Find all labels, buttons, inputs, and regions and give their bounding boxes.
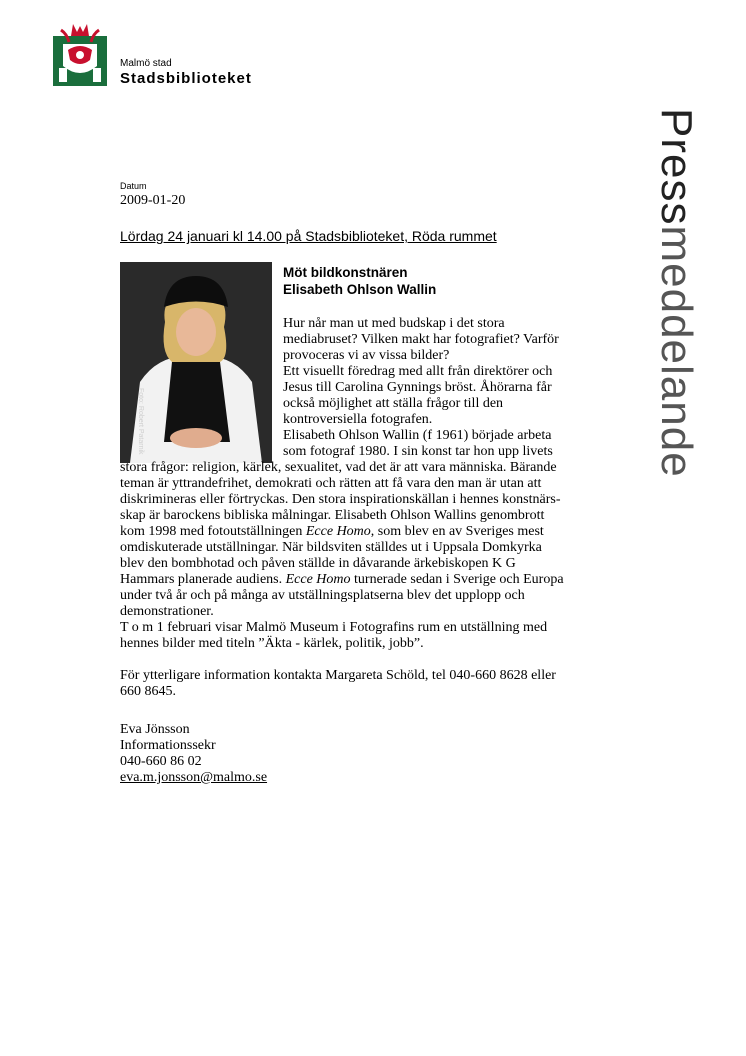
- body-line-ecce-homo-1: [120, 524, 544, 540]
- signature-name: Eva Jönsson: [120, 722, 190, 737]
- body-line: Hur når man ut med budskap i det stora: [283, 316, 505, 331]
- body-line: teman är yttrandefrihet, demokrati och rätten att få vara den man är utan att: [120, 476, 542, 491]
- heading-line-2: Elisabeth Ohlson Wallin: [283, 282, 437, 297]
- body-line: under två år och på många av utställningsplatserna blev det upplopp och: [120, 588, 525, 603]
- photo-credit: Foto: Robert Patarnik: [137, 388, 144, 455]
- exhibition-title-italic: Ecce Homo: [305, 524, 371, 539]
- body-line: skap är barockens bibliska målningar. Elisabeth Ohlson Wallins genombrott: [120, 508, 545, 523]
- line-text: Hammars planerade audiens.: [120, 572, 286, 587]
- body-line: hennes bilder med titeln ”Äkta - kärlek, politik, jobb”.: [120, 636, 424, 651]
- event-line: Lördag 24 januari kl 14.00 på Stadsbiblioteket, Röda rummet: [120, 228, 497, 244]
- side-title-part2: meddelande: [652, 225, 701, 478]
- side-title-part1: Press: [652, 108, 701, 226]
- article-heading: [283, 264, 436, 298]
- contact-line: 660 8645.: [120, 684, 176, 699]
- contact-line: För ytterligare information kontakta Margareta Schöld, tel 040-660 8628 eller: [120, 668, 556, 683]
- line-text: , som blev en av Sveriges mest: [370, 524, 544, 539]
- body-line: mediabruset? Vilken makt har fotografiet? Varför: [283, 332, 559, 347]
- date-value: 2009-01-20: [120, 193, 186, 208]
- body-line: kontroversiella fotografen.: [283, 412, 433, 427]
- org-name-small: Malmö stad: [120, 58, 172, 69]
- signature-title: Informationssekr: [120, 738, 216, 753]
- malmo-coat-of-arms-logo: [53, 22, 107, 86]
- body-line: T o m 1 februari visar Malmö Museum i Fotografins rum en utställning med: [120, 620, 548, 635]
- line-text: turnerade sedan i Sverige och Europa: [350, 572, 564, 587]
- body-line: som fotograf 1980. I sin konst tar hon upp livets: [283, 444, 553, 459]
- date-label: Datum: [120, 181, 147, 191]
- body-line: stora frågor: religion, kärlek, sexualitet, vad det är att vara människa. Bärande: [120, 460, 557, 475]
- body-line: diskrimineras eller förtryckas. Den stora inspirationskällan i hennes konstnärs-: [120, 492, 561, 507]
- body-line: också möjlighet att ställa frågor till den: [283, 396, 504, 411]
- body-line: Elisabeth Ohlson Wallin (f 1961) började arbeta: [283, 428, 552, 443]
- signature-phone: 040-660 86 02: [120, 754, 202, 769]
- signature-email-link[interactable]: eva.m.jonsson@malmo.se: [120, 770, 268, 785]
- org-name-big: Stadsbiblioteket: [120, 70, 252, 87]
- body-line-ecce-homo-2: [120, 572, 564, 588]
- exhibition-title-italic: Ecce Homo: [285, 572, 351, 587]
- body-line: omdiskuterade utställningar. När bildsviten ställdes ut i Uppsala Domkyrka: [120, 540, 542, 555]
- body-line: demonstrationer.: [120, 604, 214, 619]
- heading-line-1: Möt bildkonstnären: [283, 265, 408, 280]
- pressmeddelande-vertical-title: [652, 108, 700, 478]
- line-text: kom 1998 med fotoutställningen: [120, 524, 306, 539]
- body-line: blev den bombhotad och påven ställde in dåvarande ärkebiskopen K G: [120, 556, 516, 571]
- body-line: provoceras vi av vissa bilder?: [283, 348, 450, 363]
- body-line: Jesus till Carolina Gynnings bröst. Åhörarna får: [283, 380, 552, 395]
- body-line: Ett visuellt föredrag med allt från direktörer och: [283, 364, 553, 379]
